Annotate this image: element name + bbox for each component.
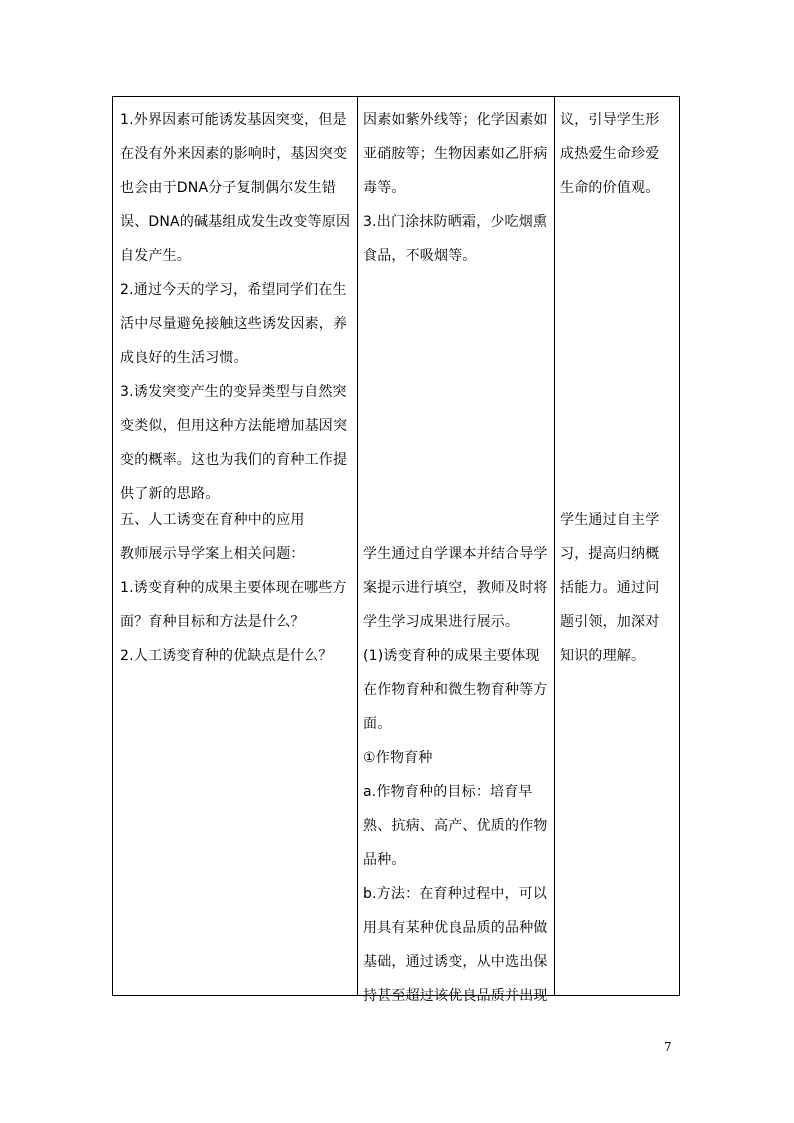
paragraph: 3.诱发突变产生的变异类型与自然突 变类似，但用这种方法能增加基因突 变的概率。这也为我们的育种工作提 供了新的思路。 (120, 384, 348, 502)
column-divider (554, 97, 555, 995)
paragraph: 1.外界因素可能诱发基因突变，但是 在没有外来因素的影响时，基因突变 也会由于DNA分子复制偶尔发生错 误、DNA的碱基组成发生改变等原因 自发产生。 (120, 112, 351, 264)
student-activity-cell (363, 103, 551, 273)
column-divider (357, 97, 358, 995)
page-number: 7 (664, 1040, 672, 1054)
paragraph: 因素如紫外线等；化学因素如 亚硝胺等；生物因素如乙肝病 毒等。 (363, 112, 548, 196)
design-intent-cell (560, 503, 674, 673)
paragraph: b.方法：在育种过程中，可以 用具有某种优良品质的品种做 基础，通过诱变，从中选出保 持甚至超过该优良品质并出现 (363, 886, 548, 1004)
lesson-table (112, 96, 680, 1004)
paragraph: (1)诱变育种的成果主要体现 在作物育种和微生物育种等方 面。 (363, 648, 548, 732)
paragraph: 3.出门涂抹防晒霜，少吃烟熏 食品，不吸烟等。 (363, 214, 548, 264)
paragraph: 1.诱变育种的成果主要体现在哪些方 面？育种目标和方法是什么？ (120, 580, 347, 630)
paragraph: a.作物育种的目标：培育早 熟、抗病、高产、优质的作物 品种。 (363, 784, 548, 868)
student-activity-cell (363, 537, 551, 1013)
paragraph: 议，引导学生形 成热爱生命珍爱 生命的价值观。 (560, 112, 660, 196)
paragraph: 2.通过今天的学习，希望同学们在生 活中尽量避免接触这些诱发因素，养 成良好的生活习惯。 (120, 282, 348, 366)
teacher-activity-cell (120, 103, 352, 511)
paragraph: 教师展示导学案上相关问题： (120, 546, 305, 562)
paragraph: ①作物育种 (363, 750, 433, 766)
paragraph: 学生通过自主学 习，提高归纳概 括能力。通过问 题引领，加深对 知识的理解。 (560, 512, 660, 664)
section-heading: 五、人工诱变在育种中的应用 (120, 512, 305, 528)
design-intent-cell (560, 103, 674, 205)
teacher-activity-cell (120, 503, 352, 673)
paragraph: 2.人工诱变育种的优缺点是什么？ (120, 648, 333, 664)
paragraph: 学生通过自学课本并结合导学 案提示进行填空，教师及时将 学生学习成果进行展示。 (363, 546, 548, 630)
